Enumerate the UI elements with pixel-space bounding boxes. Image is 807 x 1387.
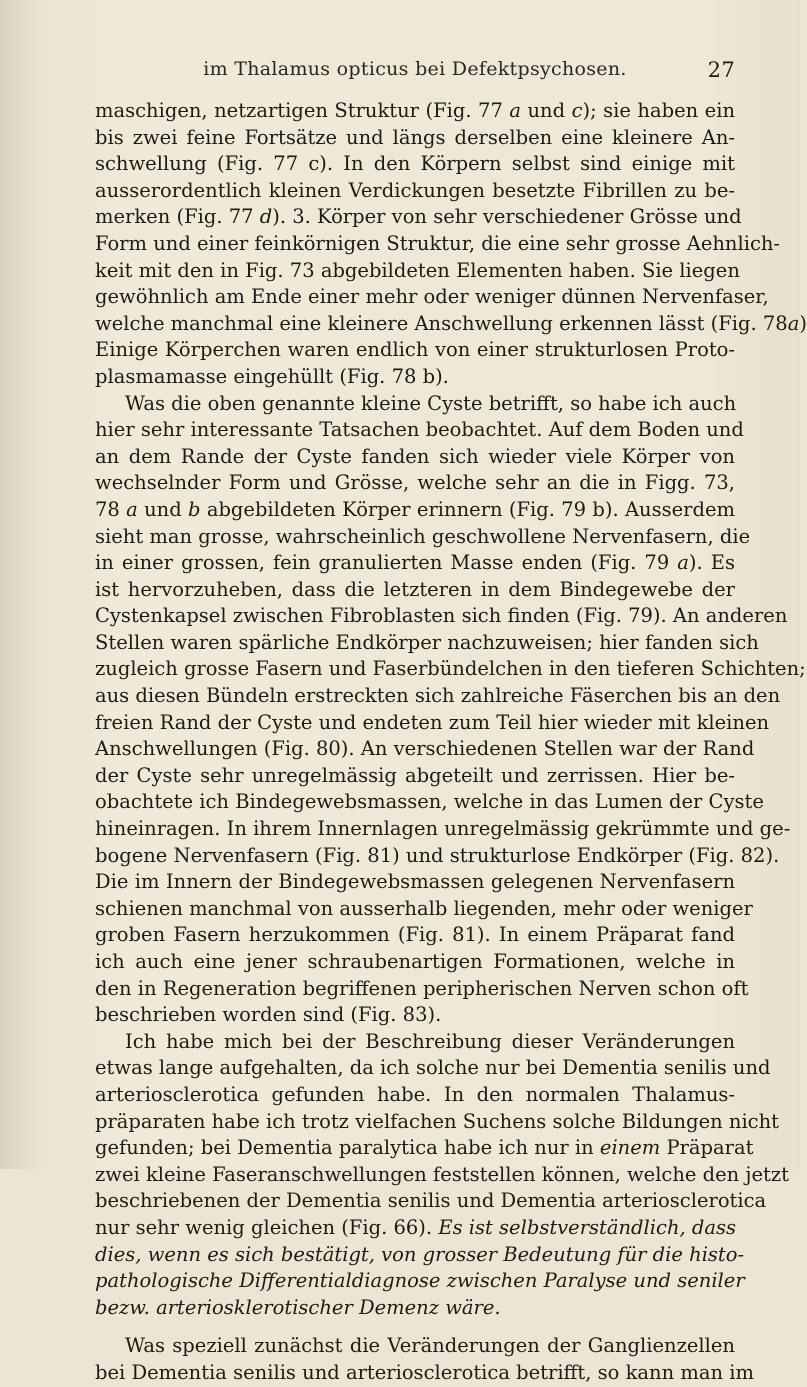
text-line: ich auch eine jener schraubenartigen Formationen, welche in [95,950,735,973]
text-line: 78 a und b abgebildeten Körper erinnern (Fig. 79 b). Ausserdem [95,497,736,521]
text-line: schwellung (Fig. 77 c). In den Körpern selbst sind einige mit [95,152,735,176]
text-line: maschigen, netzartigen Struktur (Fig. 77 a und c); sie haben ein [95,99,736,122]
text-line: pathologische Differentialdiagnose zwischen Paralyse und seniler [95,1269,745,1293]
text-line: Die im Innern der Bindegewebsmassen gelegenen Nervenfasern [95,870,735,894]
paragraph-4 [95,1333,754,1386]
text-line: plasmamasse eingehüllt (Fig. 78 b). [95,364,449,388]
text-line: arteriosclerotica gefunden habe. In den normalen Thalamus- [95,1082,735,1106]
text-line: keit mit den in Fig. 73 abgebildeten Elementen haben. Sie liegen [95,258,740,282]
running-title: im Thalamus opticus bei Defektpsychosen. [203,58,627,80]
paragraph-spacer [95,1321,735,1333]
text-line: bezw. arteriosklerotischer Demenz wäre. [95,1295,501,1319]
text-line: dies, wenn es sich bestätigt, von grosser Bedeutung für die histo- [95,1242,745,1266]
text-line: Stellen waren spärliche Endkörper nachzuweisen; hier fanden sich [95,630,759,654]
text-line: freien Rand der Cyste und endeten zum Teil hier wieder mit kleinen [95,710,770,734]
text-line: hineinragen. In ihrem Innernlagen unregelmässig gekrümmte und ge- [95,817,791,841]
text-line: nur sehr wenig gleichen (Fig. 66). Es ist selbstverständlich, dass [95,1215,737,1239]
text-line: der Cyste sehr unregelmässig abgeteilt und zerrissen. Hier be- [95,763,735,787]
text-line: Was speziell zunächst die Veränderungen der Ganglienzellen [125,1334,735,1358]
text-line: den in Regeneration begriffenen peripherischen Nerven schon oft [95,976,749,1000]
text-line: präparaten habe ich trotz vielfachen Suchens solche Bildungen nicht [95,1109,779,1133]
text-line: in einer grossen, fein granulierten Masse enden (Fig. 79 a). Es [95,551,735,575]
text-line: merken (Fig. 77 d). 3. Körper von sehr verschiedener Grösse und [95,205,742,229]
text-line: Ich habe mich bei der Beschreibung dieser Veränderungen [125,1029,735,1053]
text-line: ist hervorzuheben, dass die letzteren in dem Bindegewebe der [95,577,735,601]
running-head [95,58,735,88]
paragraph-2 [95,391,806,1029]
text-line: etwas lange aufgehalten, da ich solche nur bei Dementia senilis und [95,1056,771,1080]
text-line: an dem Rande der Cyste fanden sich wieder viele Körper von [95,444,735,468]
text-line: Was die oben genannte kleine Cyste betrifft, so habe ich auch [125,391,737,415]
text-line: ausserordentlich kleinen Verdickungen besetzte Fibrillen zu be- [95,178,735,202]
text-line: beschrieben worden sind (Fig. 83). [95,1003,442,1027]
text-line: Form und einer feinkörnigen Struktur, die eine sehr grosse Aehnlich- [95,231,781,255]
text-line: Anschwellungen (Fig. 80). An verschiedenen Stellen war der Rand [95,737,755,761]
page-number: 27 [707,58,735,82]
text-line: Cystenkapsel zwischen Fibroblasten sich finden (Fig. 79). An anderen [95,604,788,628]
paragraph-1 [95,98,807,391]
text-line: bis zwei feine Fortsätze und längs derselben eine kleinere An- [95,125,735,149]
text-line: Einige Körperchen waren endlich von einer strukturlosen Proto- [95,338,735,362]
body-text [95,98,807,1387]
text-line: beschriebenen der Dementia senilis und Dementia arteriosclerotica [95,1189,767,1213]
text-line: schienen manchmal von ausserhalb liegenden, mehr oder weniger [95,896,753,920]
text-line: bei Dementia senilis und arteriosclerotica betrifft, so kann man im [95,1360,754,1384]
text-line: zugleich grosse Fasern und Faserbündelchen in den tieferen Schichten; [95,657,806,681]
text-line: aus diesen Bündeln erstreckten sich zahlreiche Fäserchen bis an den [95,684,781,708]
text-line: hier sehr interessante Tatsachen beobachtet. Auf dem Boden und [95,418,744,442]
text-line: wechselnder Form und Grösse, welche sehr an die in Figg. 73, [95,471,735,495]
text-line: gefunden; bei Dementia paralytica habe ich nur in einem Präparat [95,1136,754,1160]
text-line: zwei kleine Faseranschwellungen feststellen können, welche den jetzt [95,1162,789,1186]
text-line: bogene Nervenfasern (Fig. 81) und strukturlose Endkörper (Fig. 82). [95,843,780,867]
text-line: sieht man grosse, wahrscheinlich geschwollene Nervenfasern, die [95,524,751,548]
text-line: gewöhnlich am Ende einer mehr oder weniger dünnen Nervenfaser, [95,285,769,309]
text-line: groben Fasern herzukommen (Fig. 81). In einem Präparat fand [95,923,735,947]
text-line: welche manchmal eine kleinere Anschwellung erkennen lässt (Fig. 78a) [95,311,807,335]
text-line: obachtete ich Bindegewebsmassen, welche in das Lumen der Cyste [95,790,764,814]
paragraph-3 [95,1029,789,1322]
